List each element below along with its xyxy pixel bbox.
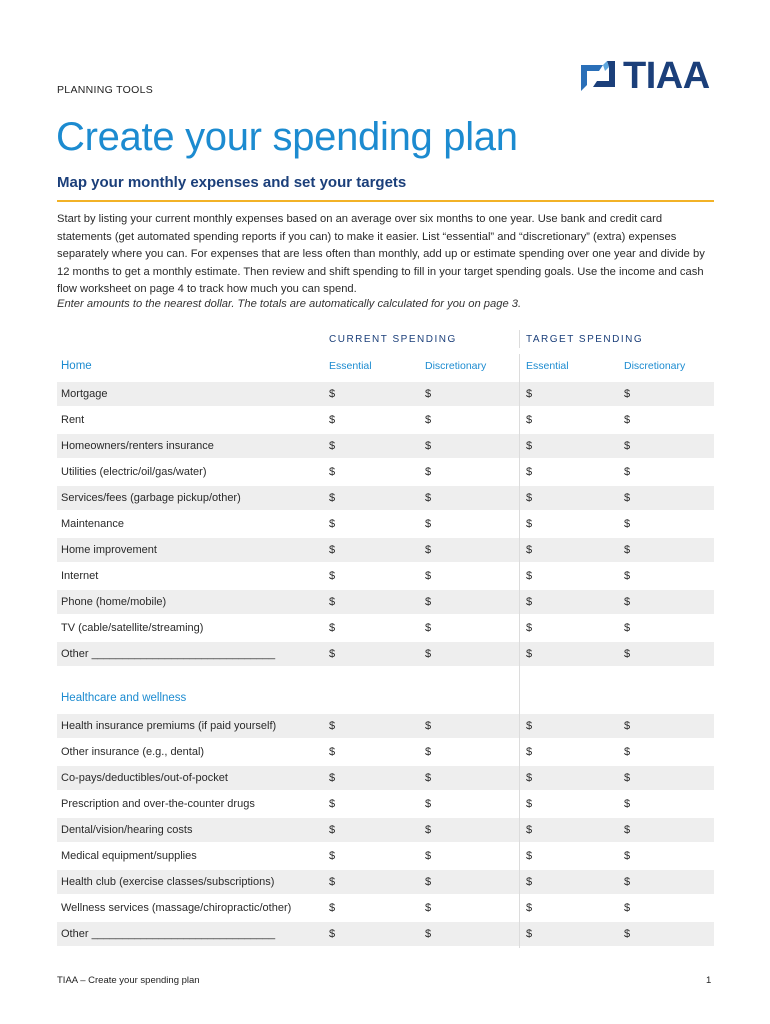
target-essential-amount-field[interactable]: $ [526, 902, 533, 914]
target-discretionary-amount-field[interactable]: $ [624, 414, 631, 426]
table-row [57, 844, 714, 868]
target-essential-amount-field[interactable]: $ [526, 622, 533, 634]
target-essential-amount-field[interactable]: $ [526, 824, 533, 836]
expense-label: Internet [61, 570, 99, 582]
table-row [57, 382, 714, 406]
intro-note: Enter amounts to the nearest dollar. The totals are automatically calculated for you on page 3. [57, 298, 522, 310]
current-essential-amount-field[interactable]: $ [329, 440, 336, 452]
expense-label: Utilities (electric/oil/gas/water) [61, 466, 207, 478]
current-discretionary-amount-field[interactable]: $ [425, 850, 432, 862]
section-title: Home [61, 360, 92, 372]
logo-text: TIAA [623, 55, 710, 97]
target-essential-amount-field[interactable]: $ [526, 850, 533, 862]
target-discretionary-amount-field[interactable]: $ [624, 570, 631, 582]
current-essential-amount-field[interactable]: $ [329, 518, 336, 530]
expense-label: Rent [61, 414, 85, 426]
target-discretionary-amount-field[interactable]: $ [624, 876, 631, 888]
current-discretionary-amount-field[interactable]: $ [425, 824, 432, 836]
section-title: Healthcare and wellness [61, 692, 187, 704]
expense-label: Other insurance (e.g., dental) [61, 746, 205, 758]
target-discretionary-amount-field[interactable]: $ [624, 622, 631, 634]
table-row [57, 870, 714, 894]
table-row [57, 434, 714, 458]
target-discretionary-amount-field[interactable]: $ [624, 746, 631, 758]
target-essential-amount-field[interactable]: $ [526, 772, 533, 784]
table-row [57, 818, 714, 842]
target-essential-amount-field[interactable]: $ [526, 570, 533, 582]
current-discretionary-amount-field[interactable]: $ [425, 570, 432, 582]
tiaa-logo [577, 57, 710, 95]
expense-label: Medical equipment/supplies [61, 850, 197, 862]
intro-paragraph: Start by listing your current monthly expenses based on an average over six months to one year. Use bank and credit card statements (get automated spending reports if you can) to make it easier. List “essential” and “discretionary” (extra) expenses separately where you can. For expenses that are less often than monthly, add up or estimate spending over one year and divide by 12 months to get a monthly estimate. Then review and shift spending to fill in your target spending goals. Use the income and cash flow worksheet on page 4 to track how much you can spend. [57, 213, 705, 296]
current-discretionary-amount-field[interactable]: $ [425, 466, 432, 478]
planning-tools-label: PLANNING TOOLS [57, 84, 154, 96]
current-discretionary-amount-field[interactable]: $ [425, 492, 432, 504]
target-discretionary-amount-field[interactable]: $ [624, 544, 631, 556]
target-discretionary-amount-field[interactable]: $ [624, 824, 631, 836]
current-discretionary-amount-field[interactable]: $ [425, 440, 432, 452]
target-essential-amount-field[interactable]: $ [526, 440, 533, 452]
current-discretionary-amount-field[interactable]: $ [425, 648, 432, 660]
current-essential-amount-field[interactable]: $ [329, 622, 336, 634]
expense-label: Homeowners/renters insurance [61, 440, 214, 452]
expense-label: TV (cable/satellite/streaming) [61, 622, 204, 634]
column-header-target-discretionary: Discretionary [624, 360, 686, 372]
expense-label: Health insurance premiums (if paid yourself) [61, 720, 277, 732]
expense-label: Maintenance [61, 518, 124, 530]
expense-label: Home improvement [61, 544, 157, 556]
current-discretionary-amount-field[interactable]: $ [425, 596, 432, 608]
page-number: 1 [706, 975, 712, 986]
current-discretionary-amount-field[interactable]: $ [425, 544, 432, 556]
expense-label: Phone (home/mobile) [61, 596, 167, 608]
target-discretionary-amount-field[interactable]: $ [624, 902, 631, 914]
column-header-target-essential: Essential [526, 360, 569, 372]
expense-label: Services/fees (garbage pickup/other) [61, 492, 241, 504]
target-discretionary-amount-field[interactable]: $ [624, 466, 631, 478]
current-essential-amount-field[interactable]: $ [329, 824, 336, 836]
current-essential-amount-field[interactable]: $ [329, 720, 336, 732]
current-essential-amount-field[interactable]: $ [329, 772, 336, 784]
expense-label: Prescription and over-the-counter drugs [61, 798, 255, 810]
current-essential-amount-field[interactable]: $ [329, 414, 336, 426]
table-row [57, 512, 714, 536]
current-essential-amount-field[interactable]: $ [329, 746, 336, 758]
table-row [57, 564, 714, 588]
target-discretionary-amount-field[interactable]: $ [624, 492, 631, 504]
target-discretionary-amount-field[interactable]: $ [624, 648, 631, 660]
current-discretionary-amount-field[interactable]: $ [425, 518, 432, 530]
expense-label: Co-pays/deductibles/out-of-pocket [61, 772, 228, 784]
target-essential-amount-field[interactable]: $ [526, 466, 533, 478]
current-essential-amount-field[interactable]: $ [329, 928, 336, 940]
target-essential-amount-field[interactable]: $ [526, 414, 533, 426]
target-essential-amount-field[interactable]: $ [526, 798, 533, 810]
current-discretionary-amount-field[interactable]: $ [425, 772, 432, 784]
gold-divider [57, 200, 714, 202]
current-discretionary-amount-field[interactable]: $ [425, 720, 432, 732]
target-discretionary-amount-field[interactable]: $ [624, 720, 631, 732]
current-discretionary-amount-field[interactable]: $ [425, 928, 432, 940]
current-discretionary-amount-field[interactable]: $ [425, 798, 432, 810]
target-essential-amount-field[interactable]: $ [526, 492, 533, 504]
section-header-row [57, 354, 714, 378]
current-discretionary-amount-field[interactable]: $ [425, 876, 432, 888]
target-spending-header: TARGET SPENDING [526, 334, 644, 345]
target-essential-amount-field[interactable]: $ [526, 876, 533, 888]
target-discretionary-amount-field[interactable]: $ [624, 928, 631, 940]
current-essential-amount-field[interactable]: $ [329, 850, 336, 862]
expense-label: Mortgage [61, 388, 108, 400]
table-row [57, 792, 714, 816]
table-row [57, 590, 714, 614]
current-essential-amount-field[interactable]: $ [329, 902, 336, 914]
target-essential-amount-field[interactable]: $ [526, 648, 533, 660]
table-row [57, 766, 714, 790]
current-essential-amount-field[interactable]: $ [329, 466, 336, 478]
expense-label: Other ______________________________ [61, 648, 276, 660]
table-row [57, 642, 714, 666]
current-spending-header: CURRENT SPENDING [329, 334, 457, 345]
column-group-divider [519, 354, 520, 948]
current-essential-amount-field[interactable]: $ [329, 876, 336, 888]
table-row [57, 538, 714, 562]
tiaa-logo-mark-icon [577, 57, 619, 95]
table-row [57, 740, 714, 764]
target-essential-amount-field[interactable]: $ [526, 388, 533, 400]
target-discretionary-amount-field[interactable]: $ [624, 850, 631, 862]
expense-label: Other ______________________________ [61, 928, 276, 940]
current-essential-amount-field[interactable]: $ [329, 798, 336, 810]
current-discretionary-amount-field[interactable]: $ [425, 388, 432, 400]
group-divider [519, 330, 520, 348]
target-essential-amount-field[interactable]: $ [526, 720, 533, 732]
expense-label: Wellness services (massage/chiropractic/other) [61, 902, 292, 914]
current-discretionary-amount-field[interactable]: $ [425, 414, 432, 426]
current-essential-amount-field[interactable]: $ [329, 596, 336, 608]
column-header-current-discretionary: Discretionary [425, 360, 487, 372]
table-row [57, 896, 714, 920]
current-essential-amount-field[interactable]: $ [329, 492, 336, 504]
target-essential-amount-field[interactable]: $ [526, 928, 533, 940]
section-header-row [57, 686, 714, 710]
current-essential-amount-field[interactable]: $ [329, 648, 336, 660]
target-essential-amount-field[interactable]: $ [526, 596, 533, 608]
expense-label: Health club (exercise classes/subscriptions) [61, 876, 275, 888]
table-row [57, 486, 714, 510]
column-header-current-essential: Essential [329, 360, 372, 372]
target-discretionary-amount-field[interactable]: $ [624, 440, 631, 452]
expense-label: Dental/vision/hearing costs [61, 824, 193, 836]
current-essential-amount-field[interactable]: $ [329, 570, 336, 582]
page-subtitle: Map your monthly expenses and set your targets [57, 174, 407, 191]
target-discretionary-amount-field[interactable]: $ [624, 518, 631, 530]
target-essential-amount-field[interactable]: $ [526, 746, 533, 758]
current-essential-amount-field[interactable]: $ [329, 388, 336, 400]
target-essential-amount-field[interactable]: $ [526, 518, 533, 530]
footer-text: TIAA – Create your spending plan [57, 975, 200, 986]
current-discretionary-amount-field[interactable]: $ [425, 902, 432, 914]
target-discretionary-amount-field[interactable]: $ [624, 388, 631, 400]
current-discretionary-amount-field[interactable]: $ [425, 622, 432, 634]
current-discretionary-amount-field[interactable]: $ [425, 746, 432, 758]
target-discretionary-amount-field[interactable]: $ [624, 798, 631, 810]
table-row [57, 616, 714, 640]
target-essential-amount-field[interactable]: $ [526, 544, 533, 556]
current-essential-amount-field[interactable]: $ [329, 544, 336, 556]
table-row [57, 714, 714, 738]
page-title: Create your spending plan [56, 115, 518, 159]
target-discretionary-amount-field[interactable]: $ [624, 596, 631, 608]
target-discretionary-amount-field[interactable]: $ [624, 772, 631, 784]
table-row [57, 408, 714, 432]
table-row [57, 922, 714, 946]
table-row [57, 460, 714, 484]
